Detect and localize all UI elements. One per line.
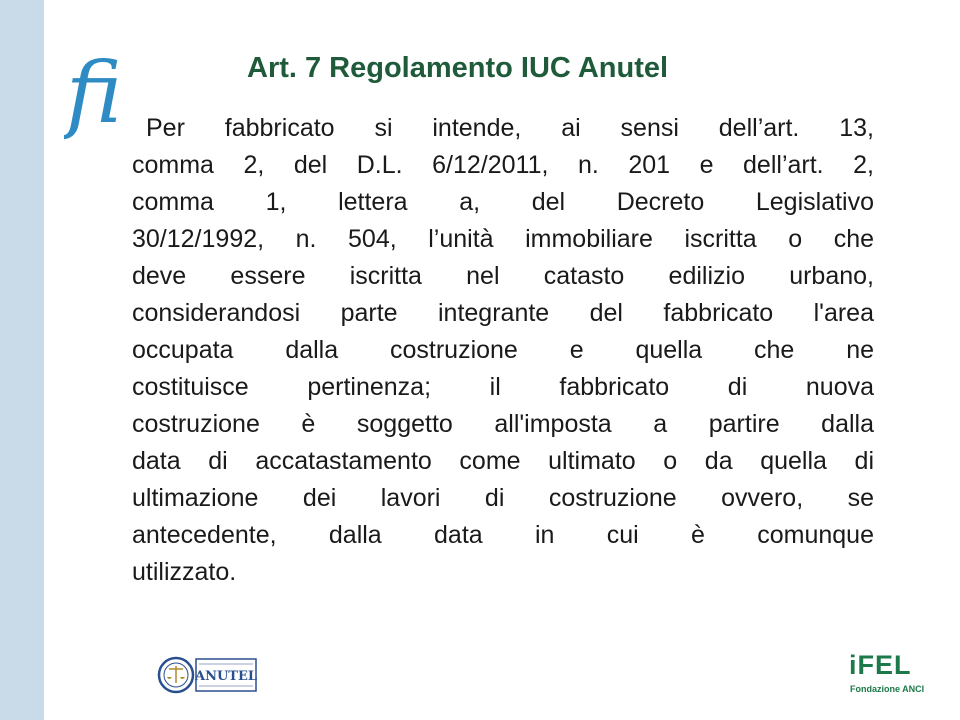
anutel-logo bbox=[157, 655, 259, 695]
fi-logo bbox=[64, 42, 124, 142]
ifel-logo bbox=[849, 650, 925, 702]
body-line: antecedente, dalla data in cui è comunque bbox=[132, 521, 874, 549]
body-paragraph bbox=[132, 110, 874, 591]
body-line: comma 2, del D.L. 6/12/2011, n. 201 e dell’art. 2, bbox=[132, 151, 874, 179]
body-line: comma 1, lettera a, del Decreto Legislativo bbox=[132, 188, 874, 216]
ifel-wordmark: iFEL bbox=[849, 650, 912, 680]
body-line: costruzione è soggetto all'imposta a partire dalla bbox=[132, 410, 874, 438]
svg-text:fi: fi bbox=[66, 44, 123, 142]
body-line: costituisce pertinenza; il fabbricato di nuova bbox=[132, 373, 874, 401]
body-line: considerandosi parte integrante del fabbricato l'area bbox=[132, 299, 874, 327]
body-line: 30/12/1992, n. 504, l’unità immobiliare iscritta o che bbox=[132, 225, 874, 253]
body-line: occupata dalla costruzione e quella che ne bbox=[132, 336, 874, 364]
body-line: data di accatastamento come ultimato o da quella di bbox=[132, 447, 874, 475]
body-line: utilizzato. bbox=[132, 558, 237, 586]
side-band bbox=[0, 0, 44, 720]
ifel-tagline: Fondazione ANCI bbox=[850, 684, 925, 694]
body-line: deve essere iscritta nel catasto edilizio urbano, bbox=[132, 262, 874, 290]
body-line: ultimazione dei lavori di costruzione ovvero, se bbox=[132, 484, 874, 512]
svg-text:ANUTEL: ANUTEL bbox=[194, 669, 258, 684]
slide-title: Art. 7 Regolamento IUC Anutel bbox=[247, 52, 669, 84]
body-line: Per fabbricato si intende, ai sensi dell’art. 13, bbox=[146, 114, 874, 142]
